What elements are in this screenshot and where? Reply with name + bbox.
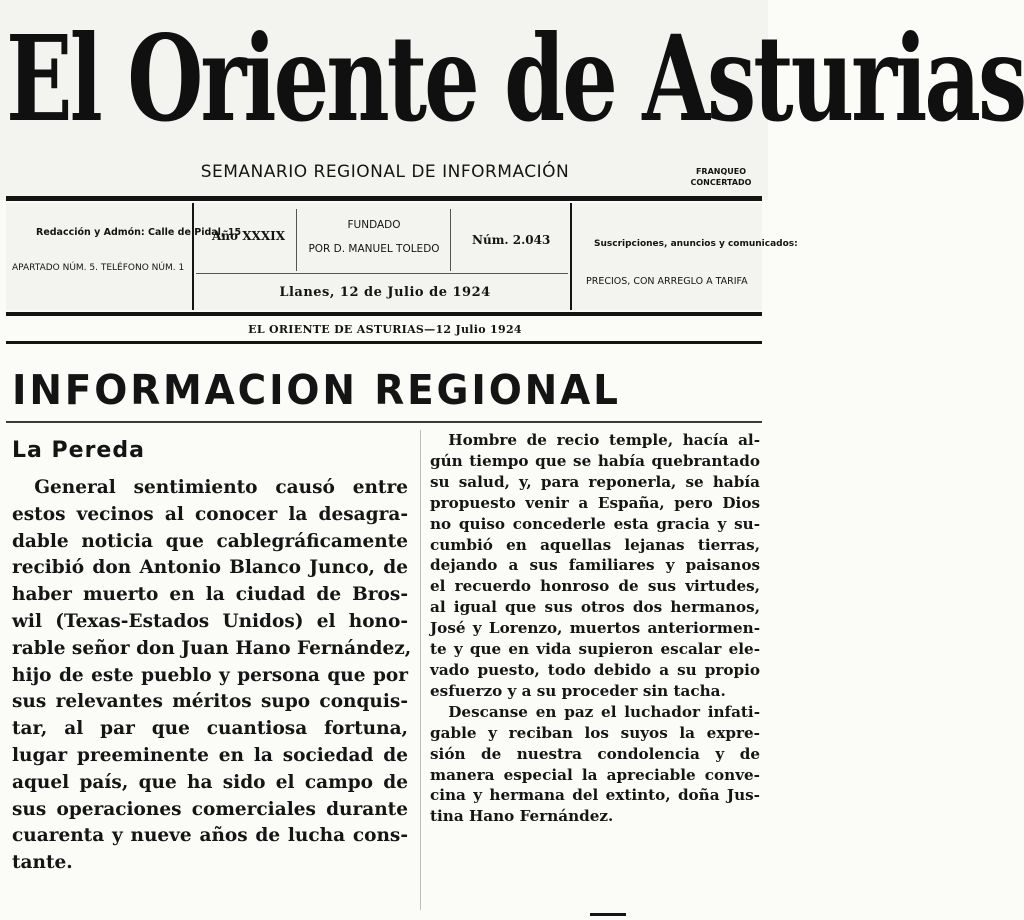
masthead-rule xyxy=(6,196,762,201)
article-column-left xyxy=(12,475,412,877)
running-head: EL ORIENTE DE ASTURIAS—12 Julio 1924 xyxy=(248,323,522,336)
phone-text: APARTADO NÚM. 5. TELÉFONO NÚM. 1 xyxy=(12,263,185,273)
article-line: José y Lorenzo, muertos anteriormen- xyxy=(430,619,760,638)
article-line: manera especial la apreciable conve- xyxy=(430,765,760,784)
article-line: estos vecinos al conocer la desagra- xyxy=(12,503,408,525)
article-line: gún tiempo que se había quebrantado xyxy=(430,451,760,470)
article-line: aquel país, que ha sido el campo de xyxy=(12,771,408,793)
article-line: propuesto venir a España, pero Dios xyxy=(430,493,760,512)
article-line: cumbió en aquellas lejanas tierras, xyxy=(430,535,760,554)
article-column-right xyxy=(430,430,760,827)
article-line: recibió don Antonio Blanco Junco, de xyxy=(12,557,408,579)
article-line: te y que en vida supieron escalar ele- xyxy=(430,640,760,659)
article-line: Descanse en paz el luchador infati- xyxy=(448,702,760,721)
info-divider-year xyxy=(296,209,297,271)
article-heading: La Pereda xyxy=(12,438,145,463)
subscriptions-text: Suscripciones, anuncios y comunicados: xyxy=(594,239,798,249)
article-line: tante. xyxy=(12,852,73,874)
running-head-rule xyxy=(6,341,762,344)
header-bottom-rule xyxy=(6,312,762,316)
article-line: sión de nuestra condolencia y de xyxy=(430,744,760,763)
founded-line-2: POR D. MANUEL TOLEDO xyxy=(308,243,440,255)
franqueo-concertado xyxy=(676,166,766,188)
year-text: Año XXXIX xyxy=(212,229,286,243)
closing-rule xyxy=(590,913,626,916)
article-line: esfuerzo y a su proceder sin tacha. xyxy=(430,681,726,700)
article-line: General sentimiento causó entre xyxy=(34,477,408,498)
franqueo-line-2: CONCERTADO xyxy=(690,178,752,187)
article-line: cina y hermana del extinto, doña Jus- xyxy=(430,786,760,805)
article-line: al igual que sus otros dos hermanos, xyxy=(430,598,760,617)
article-line: dable noticia que cablegráficamente xyxy=(12,530,408,552)
article-line: su salud, y, para reponerla, se había xyxy=(430,472,760,491)
article-line: sus relevantes méritos supo conquis- xyxy=(12,691,408,713)
article-line: wil (Texas-Estados Unidos) el hono- xyxy=(12,610,408,632)
article-line: lugar preeminente en la sociedad de xyxy=(12,744,408,766)
article-line: el recuerdo honroso de sus virtudes, xyxy=(430,577,760,596)
founded-line-1: FUNDADO xyxy=(347,219,401,231)
address-text: Redacción y Admón: Calle de Pidal, 15 xyxy=(36,227,242,238)
article-line: rable señor don Juan Hano Fernández, xyxy=(12,637,412,659)
article-line: hijo de este pueblo y persona que por xyxy=(12,664,408,686)
article-line: vado puesto, todo debido a su propio xyxy=(430,660,760,679)
issue-number: Núm. 2.043 xyxy=(472,233,551,247)
article-line: Hombre de recio temple, hacía al- xyxy=(448,431,760,449)
article-line: dejando a sus familiares y paisanos xyxy=(430,556,760,575)
article-line: tar, al par que cuantiosa fortuna, xyxy=(12,718,408,740)
section-rule xyxy=(6,421,762,423)
info-divider-number xyxy=(450,209,451,271)
section-title: INFORMACION REGIONAL xyxy=(12,366,621,414)
dateline: Llanes, 12 de Julio de 1924 xyxy=(279,285,491,300)
article-line: cuarenta y nueve años de lucha cons- xyxy=(12,825,408,847)
article-line: no quiso concederle esta gracia y su- xyxy=(430,514,760,533)
article-line: tina Hano Fernández. xyxy=(430,807,614,826)
article-line: haber muerto en la ciudad de Bros- xyxy=(12,584,408,606)
newspaper-title: El Oriente de Asturias xyxy=(6,9,1024,148)
masthead xyxy=(0,0,1024,200)
article-line: sus operaciones comerciales durante xyxy=(12,798,408,820)
column-divider xyxy=(420,430,421,910)
info-divider-right xyxy=(570,203,572,310)
article-line: gable y reciban los suyos la expre- xyxy=(430,723,760,742)
franqueo-line-1: FRANQUEO xyxy=(695,167,747,176)
info-inner-rule xyxy=(196,273,568,274)
info-divider-left xyxy=(192,203,194,310)
newspaper-subtitle: SEMANARIO REGIONAL DE INFORMACIÓN xyxy=(200,162,570,182)
prices-text: PRECIOS, CON ARREGLO A TARIFA xyxy=(586,276,748,287)
